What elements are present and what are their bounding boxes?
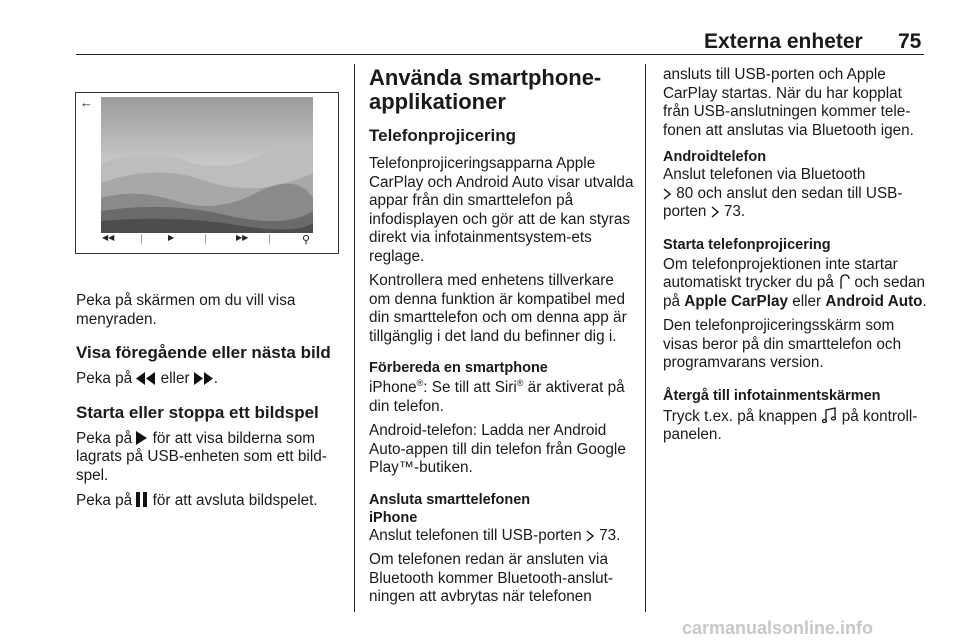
fast-forward-icon[interactable]: ▶▶ (236, 233, 249, 242)
right-column (663, 66, 928, 445)
page-number: 75 (898, 30, 922, 53)
page-ref-icon (586, 530, 595, 542)
heading-prepare: Förbereda en smartphone (369, 360, 548, 376)
paragraph: Peka på skärmen om du vill visa menyraden. (76, 292, 296, 328)
header-rule (76, 54, 924, 55)
landscape-image (76, 93, 338, 253)
paragraph: Peka på för att visa bilderna som lagrats på USB-enheten som ett bild-spel. (76, 429, 327, 484)
paragraph: Tryck t.ex. på knappen på kontroll-panelen. (663, 407, 918, 443)
paragraph: Telefonprojiceringsapparna Apple CarPlay och Android Auto visar utvalda appar från din smarttelefon på infodisplayen och gör att de kan styras direkt via infotainmentsystem-ets reglage. (369, 155, 634, 265)
watermark: carmanualsonline.info (682, 618, 874, 638)
column-divider-2 (645, 64, 646, 612)
heading-connect: Ansluta smarttelefonen (369, 491, 531, 508)
fast-forward-icon (194, 372, 214, 385)
heading-prev-next: Visa föregående eller nästa bild (76, 343, 331, 362)
play-icon[interactable]: ▶ (168, 233, 175, 242)
back-arrow-icon[interactable]: ← (80, 95, 93, 110)
paragraph: Den telefonprojiceringsskärm som visas beror på din smarttelefon och programvarans version. (663, 317, 902, 371)
heading-iphone: iPhone (369, 509, 418, 526)
paragraph: Peka på eller . (76, 370, 219, 387)
left-column (76, 292, 344, 511)
paragraph: ansluts till USB-porten och Apple CarPlay startas. När du har kopplat från USB-anslutningen kommer tele-fonen att anslutas via Bluetooth igen. (663, 66, 914, 139)
paragraph: iPhone®: Se till att Siri® är aktiverat på din telefon. (369, 377, 625, 415)
paragraph: Kontrollera med enhetens tillverkare om denna funktion är kompatibel med din smarttelefon och om denna app är tillgänglig i det land du befinner dig i. (369, 272, 627, 345)
column-divider-1 (354, 64, 355, 612)
paragraph: Om telefonen redan är ansluten via Bluetooth kommer Bluetooth-anslut-ningen att avbrytas när telefonen (369, 551, 614, 605)
middle-column (369, 66, 637, 607)
rewind-icon (136, 372, 156, 385)
divider: | (140, 233, 143, 245)
paragraph: Android-telefon: Ladda ner Android Auto-appen till din telefon från Google Play™-butiken. (369, 422, 626, 476)
zoom-icon[interactable]: ⚲ (302, 234, 311, 246)
paragraph: Anslut telefonen till USB-porten 73. (369, 526, 621, 544)
heading-return: Återgå till infotainmentskärmen (663, 387, 881, 404)
slideshow-screen-illustration (75, 92, 339, 254)
page-ref-icon (711, 206, 720, 218)
page-header-title: Externa enheter (704, 30, 863, 53)
pause-icon (136, 492, 148, 507)
divider: | (268, 233, 271, 245)
heading-phone-projection: Telefonprojicering (369, 126, 517, 145)
play-icon (136, 431, 148, 445)
heading-android-phone: Androidtelefon (663, 149, 767, 165)
phone-projection-icon (838, 274, 850, 289)
heading-slideshow: Starta eller stoppa ett bildspel (76, 402, 319, 422)
slideshow-controls (76, 233, 338, 247)
paragraph: Peka på för att avsluta bildspelet. (76, 492, 318, 509)
music-note-icon (821, 407, 837, 423)
paragraph: Anslut telefonen via Bluetooth 80 och anslut den sedan till USB-porten 73. (663, 166, 903, 220)
section-heading: Använda smartphone-applikationer (369, 65, 602, 114)
rewind-icon[interactable]: ◀◀ (102, 233, 115, 242)
divider: | (204, 233, 207, 245)
paragraph: Om telefonprojektionen inte startar automatiskt trycker du på och sedan på Apple CarPlay eller Android Auto. (663, 255, 927, 310)
heading-start-projection: Starta telefonprojicering (663, 236, 831, 253)
page-ref-icon (663, 188, 672, 200)
